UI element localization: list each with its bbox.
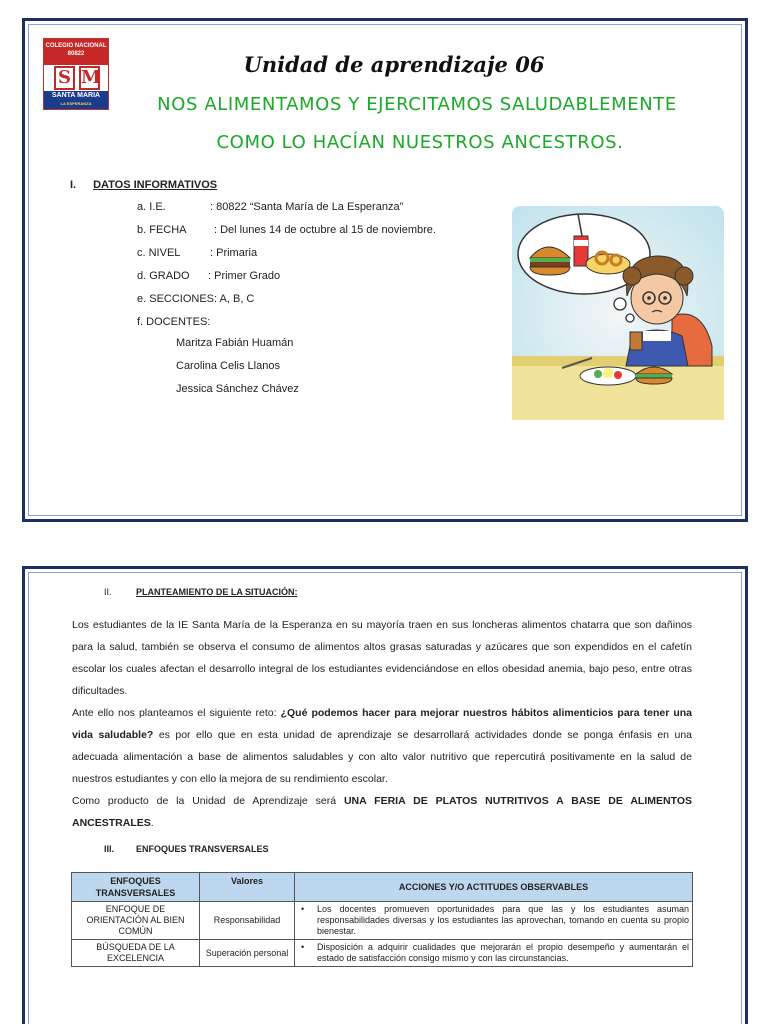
logo-school-name: SANTA MARIA — [51, 92, 101, 99]
product-intro: Como producto de la Unidad de Aprendizaje será — [72, 795, 344, 807]
unit-title: Unidad de aprendizaje 06 — [243, 52, 545, 77]
table-row — [72, 940, 693, 967]
accion-cell: • Los docentes promueven oportunidades para que las y los estudiantes asuman responsabilidades diversas y los estudiantes las aprovechan, tomando en cuenta su propio bienestar. — [295, 902, 693, 940]
situation-paragraph-2 — [72, 702, 692, 790]
section-2-title: PLANTEAMIENTO DE LA SITUACIÓN: — [136, 587, 298, 597]
info-row-fecha — [137, 224, 436, 247]
info-label: d. GRADO — [137, 270, 190, 282]
situation-paragraph-1: Los estudiantes de la IE Santa María de la Esperanza en su mayoría traen en sus loncheras alimentos chatarra que son dañinos para la salud, también se observa el consumo de alimentos altos grasas saturadas y azúcares que son expendidos en el cafetín escolar los cuales afectan el desarrollo integral de los estudiantes evidenciándose en ellos obesidad anemia, bajo peso, entre otras dificultades. — [72, 619, 692, 697]
info-label: e. SECCIONES: A, B, C — [137, 293, 255, 305]
info-row-grado — [137, 270, 436, 293]
logo-motto: LA ESPERANZA — [60, 101, 92, 106]
info-label: c. NIVEL — [137, 247, 181, 259]
teacher-name: Carolina Celis Llanos — [176, 360, 280, 372]
info-value: : 80822 “Santa María de La Esperanza” — [210, 201, 404, 213]
girl-thinking-about-food-illustration — [512, 206, 724, 420]
section-1-title: DATOS INFORMATIVOS — [93, 179, 218, 191]
challenge-description: es por ello que en esta unidad de aprendizaje se desarrollará actividades donde se ponga énfasis en una adecuada alimentación a base de alimentos saludables y con alto valor nutritivo que repercutirá positivamente en la salud de nuestros estudiantes y con ello la mejora de su rendimiento escolar. — [72, 729, 693, 785]
header-valores: Valores — [200, 873, 295, 902]
teacher-name: Jessica Sánchez Chávez — [176, 383, 299, 395]
logo-letter-s: S — [54, 66, 75, 90]
table-row — [72, 902, 693, 940]
teacher-name: Maritza Fabián Huamán — [176, 337, 294, 349]
section-3-number: III. — [104, 844, 115, 854]
info-value: : Primaria — [210, 247, 258, 259]
info-label: f. DOCENTES: — [137, 316, 211, 328]
valor-cell: Superación personal — [200, 940, 295, 967]
info-row-secciones — [137, 293, 436, 316]
info-value: : Primer Grado — [208, 270, 281, 282]
table-header-row — [72, 873, 693, 902]
enfoques-table — [71, 872, 693, 967]
info-row-ie — [137, 201, 436, 224]
info-list — [137, 201, 436, 339]
challenge-question: ¿Qué podemos hacer para mejorar nuestros hábitos alimenticios para tener una vida saludable? — [72, 707, 692, 741]
section-1-number: I. — [70, 179, 77, 191]
header-enfoques: ENFOQUES TRANSVERSALES — [72, 873, 200, 902]
situation-paragraph-3 — [72, 790, 692, 834]
section-1-heading — [70, 179, 217, 191]
section-2-number: II. — [104, 587, 112, 597]
enfoque-cell: BÚSQUEDA DE LA EXCELENCIA — [72, 940, 200, 967]
challenge-intro: Ante ello nos planteamos el siguiente reto: — [72, 707, 281, 719]
product-name: UNA FERIA DE PLATOS NUTRITIVOS A BASE DE ALIMENTOS ANCESTRALES — [72, 795, 692, 829]
unit-name-line-2: COMO LO HACÍAN NUESTROS ANCESTROS. — [216, 132, 624, 153]
info-value: : Del lunes 14 de octubre al 15 de noviembre. — [214, 224, 436, 236]
unit-name-line-1: NOS ALIMENTAMOS Y EJERCITAMOS SALUDABLEMENTE — [157, 94, 677, 115]
accion-cell: • Disposición a adquirir cualidades que mejorarán el propio desempeño y aumentarán el estado de satisfacción consigo mismo y con las circunstancias. — [295, 940, 693, 967]
teacher-list — [176, 337, 299, 406]
logo-name — [44, 91, 108, 109]
section-3-heading — [104, 844, 269, 854]
logo-top-text: COLEGIO NACIONAL 80822 — [44, 39, 108, 65]
header-acciones: ACCIONES Y/O ACTITUDES OBSERVABLES — [295, 873, 693, 902]
info-row-docentes — [137, 316, 436, 339]
section-2-heading — [104, 587, 298, 597]
valor-cell: Responsabilidad — [200, 902, 295, 940]
info-label: b. FECHA — [137, 224, 187, 236]
enfoque-cell: ENFOQUE DE ORIENTACIÓN AL BIEN COMÚN — [72, 902, 200, 940]
product-end: . — [150, 817, 154, 829]
info-row-nivel — [137, 247, 436, 270]
logo-letter-m: M — [81, 67, 101, 88]
info-label: a. I.E. — [137, 201, 166, 213]
section-3-title: ENFOQUES TRANSVERSALES — [136, 844, 269, 854]
